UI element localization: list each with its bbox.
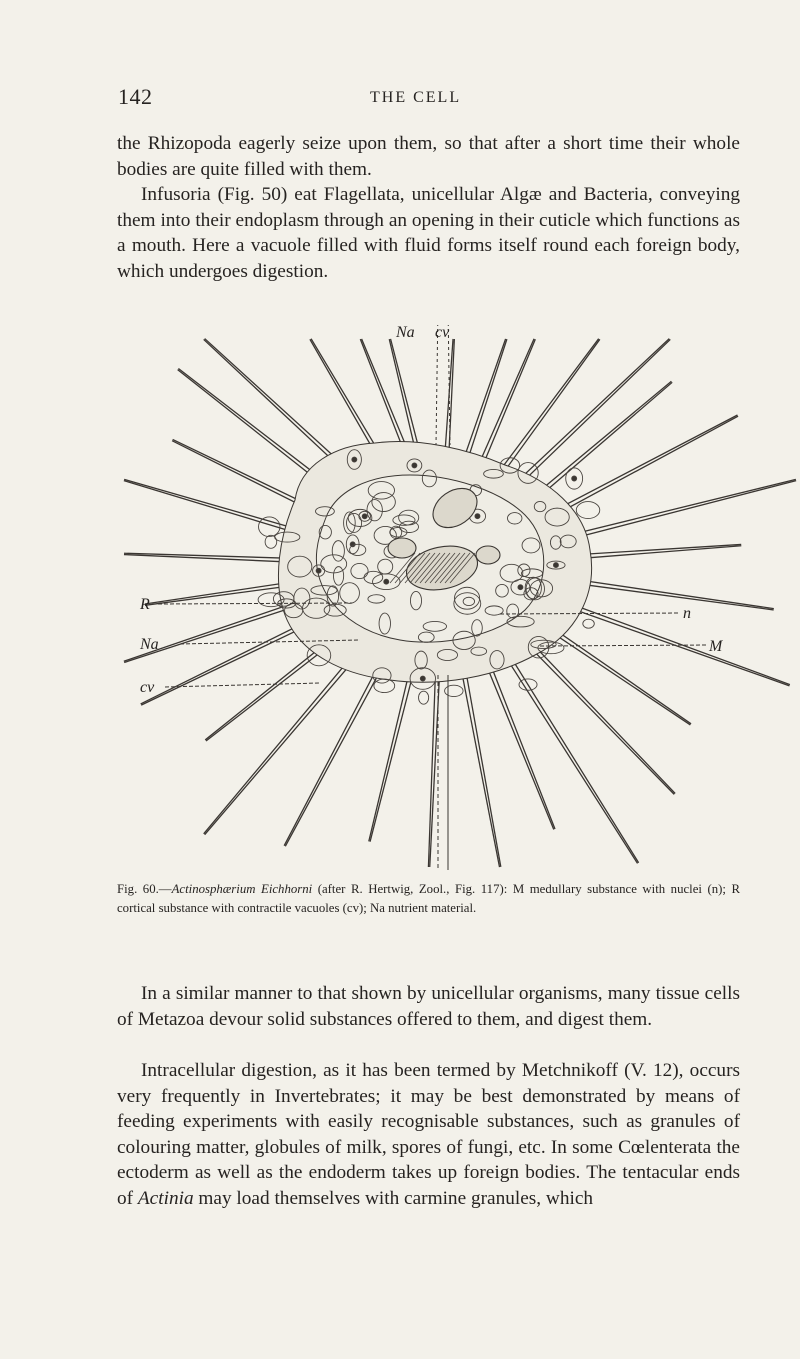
- vacuole: [419, 691, 429, 704]
- label-r-left: R: [140, 596, 150, 613]
- vacuole: [576, 502, 599, 519]
- pseudopod-line: [511, 339, 670, 492]
- nucleolus: [572, 476, 577, 481]
- nucleolus: [362, 514, 367, 519]
- label-na-top: Na: [396, 325, 415, 341]
- pseudopod-line: [498, 645, 637, 863]
- caption-rest: (after R. Hertwig, Zool., Fig. 117): M medullary substance with nuclei (n); R cortical substance with contractile vacuoles (cv); Na nutrient material.: [117, 882, 740, 915]
- nucleolus: [316, 568, 321, 573]
- paragraph-4-text: Intracellular digestion, as it has been termed by Metchnikoff (V. 12), occurs very frequently in Invertebrates; it may be best demonstrated by means of feeding experiments with easily recognisable substances, such as granules of colouring matter, globules of milk, spores of fungi, etc. In some Cœlenterata the ectoderm as well as the endoderm takes up foreign bodies. The tentacular ends of: [117, 1060, 740, 1209]
- vacuole: [265, 535, 277, 548]
- pseudopod-line: [481, 653, 554, 830]
- nucleolus: [352, 457, 357, 462]
- figure-caption: [117, 880, 740, 917]
- pseudopod-line: [369, 655, 413, 841]
- nucleolus: [384, 579, 389, 584]
- caption-species: Actinosphærium Eichhorni: [171, 882, 313, 896]
- pseudopod-line: [520, 631, 675, 794]
- pseudopod-line: [545, 599, 790, 686]
- figure-illustration: [120, 325, 800, 870]
- nucleolus: [420, 676, 425, 681]
- vacuole: [445, 685, 463, 696]
- nucleolus: [475, 514, 480, 519]
- pseudopod-line: [370, 656, 417, 841]
- pseudopod-line: [459, 657, 500, 867]
- pseudopod-line: [485, 651, 555, 829]
- pseudopod-line: [478, 339, 535, 477]
- vacuole: [374, 679, 395, 693]
- label-cv-left: cv: [140, 679, 155, 696]
- paragraph-3: In a similar manner to that shown by unicellular organisms, many tissue cells of Metazoa devour solid substances offered to them, and digest them.: [117, 983, 740, 1030]
- label-na-left: Na: [140, 636, 159, 653]
- vacuole: [583, 619, 594, 628]
- caption-fig-label: Fig. 60.—: [117, 882, 172, 896]
- nucleolus: [412, 463, 417, 468]
- paragraph-2: Infusoria (Fig. 50) eat Flagellata, unicellular Algæ and Bacteria, conveying them into their endoplasm through an opening in their cuticle which functions as a mouth. Here a vacuole filled with fluid forms itself round each foreign body, which undergoes digestion.: [117, 184, 740, 282]
- label-n-right: n: [683, 605, 691, 622]
- figure-actinosphaerium: [120, 325, 800, 870]
- vacuole: [258, 593, 284, 607]
- nucleolus: [553, 563, 558, 568]
- label-m-right: M: [709, 638, 723, 655]
- paragraph-4: [117, 1058, 740, 1212]
- pseudopod-line: [474, 339, 534, 476]
- pseudopod-line: [496, 339, 600, 483]
- paragraph-4-end: may load themselves with carmine granules, which: [193, 1187, 594, 1209]
- pseudopod-line: [508, 339, 669, 490]
- page-number: 142: [118, 84, 153, 109]
- paragraph-1: the Rhizopoda eagerly seize upon them, so that after a short time their whole bodies are quite filled with them.: [117, 133, 740, 180]
- nucleolus: [518, 585, 523, 590]
- running-title: THE CELL: [370, 89, 462, 106]
- paragraph-4-italic: Actinia: [137, 1187, 194, 1209]
- label-cv-top: cv: [435, 325, 450, 341]
